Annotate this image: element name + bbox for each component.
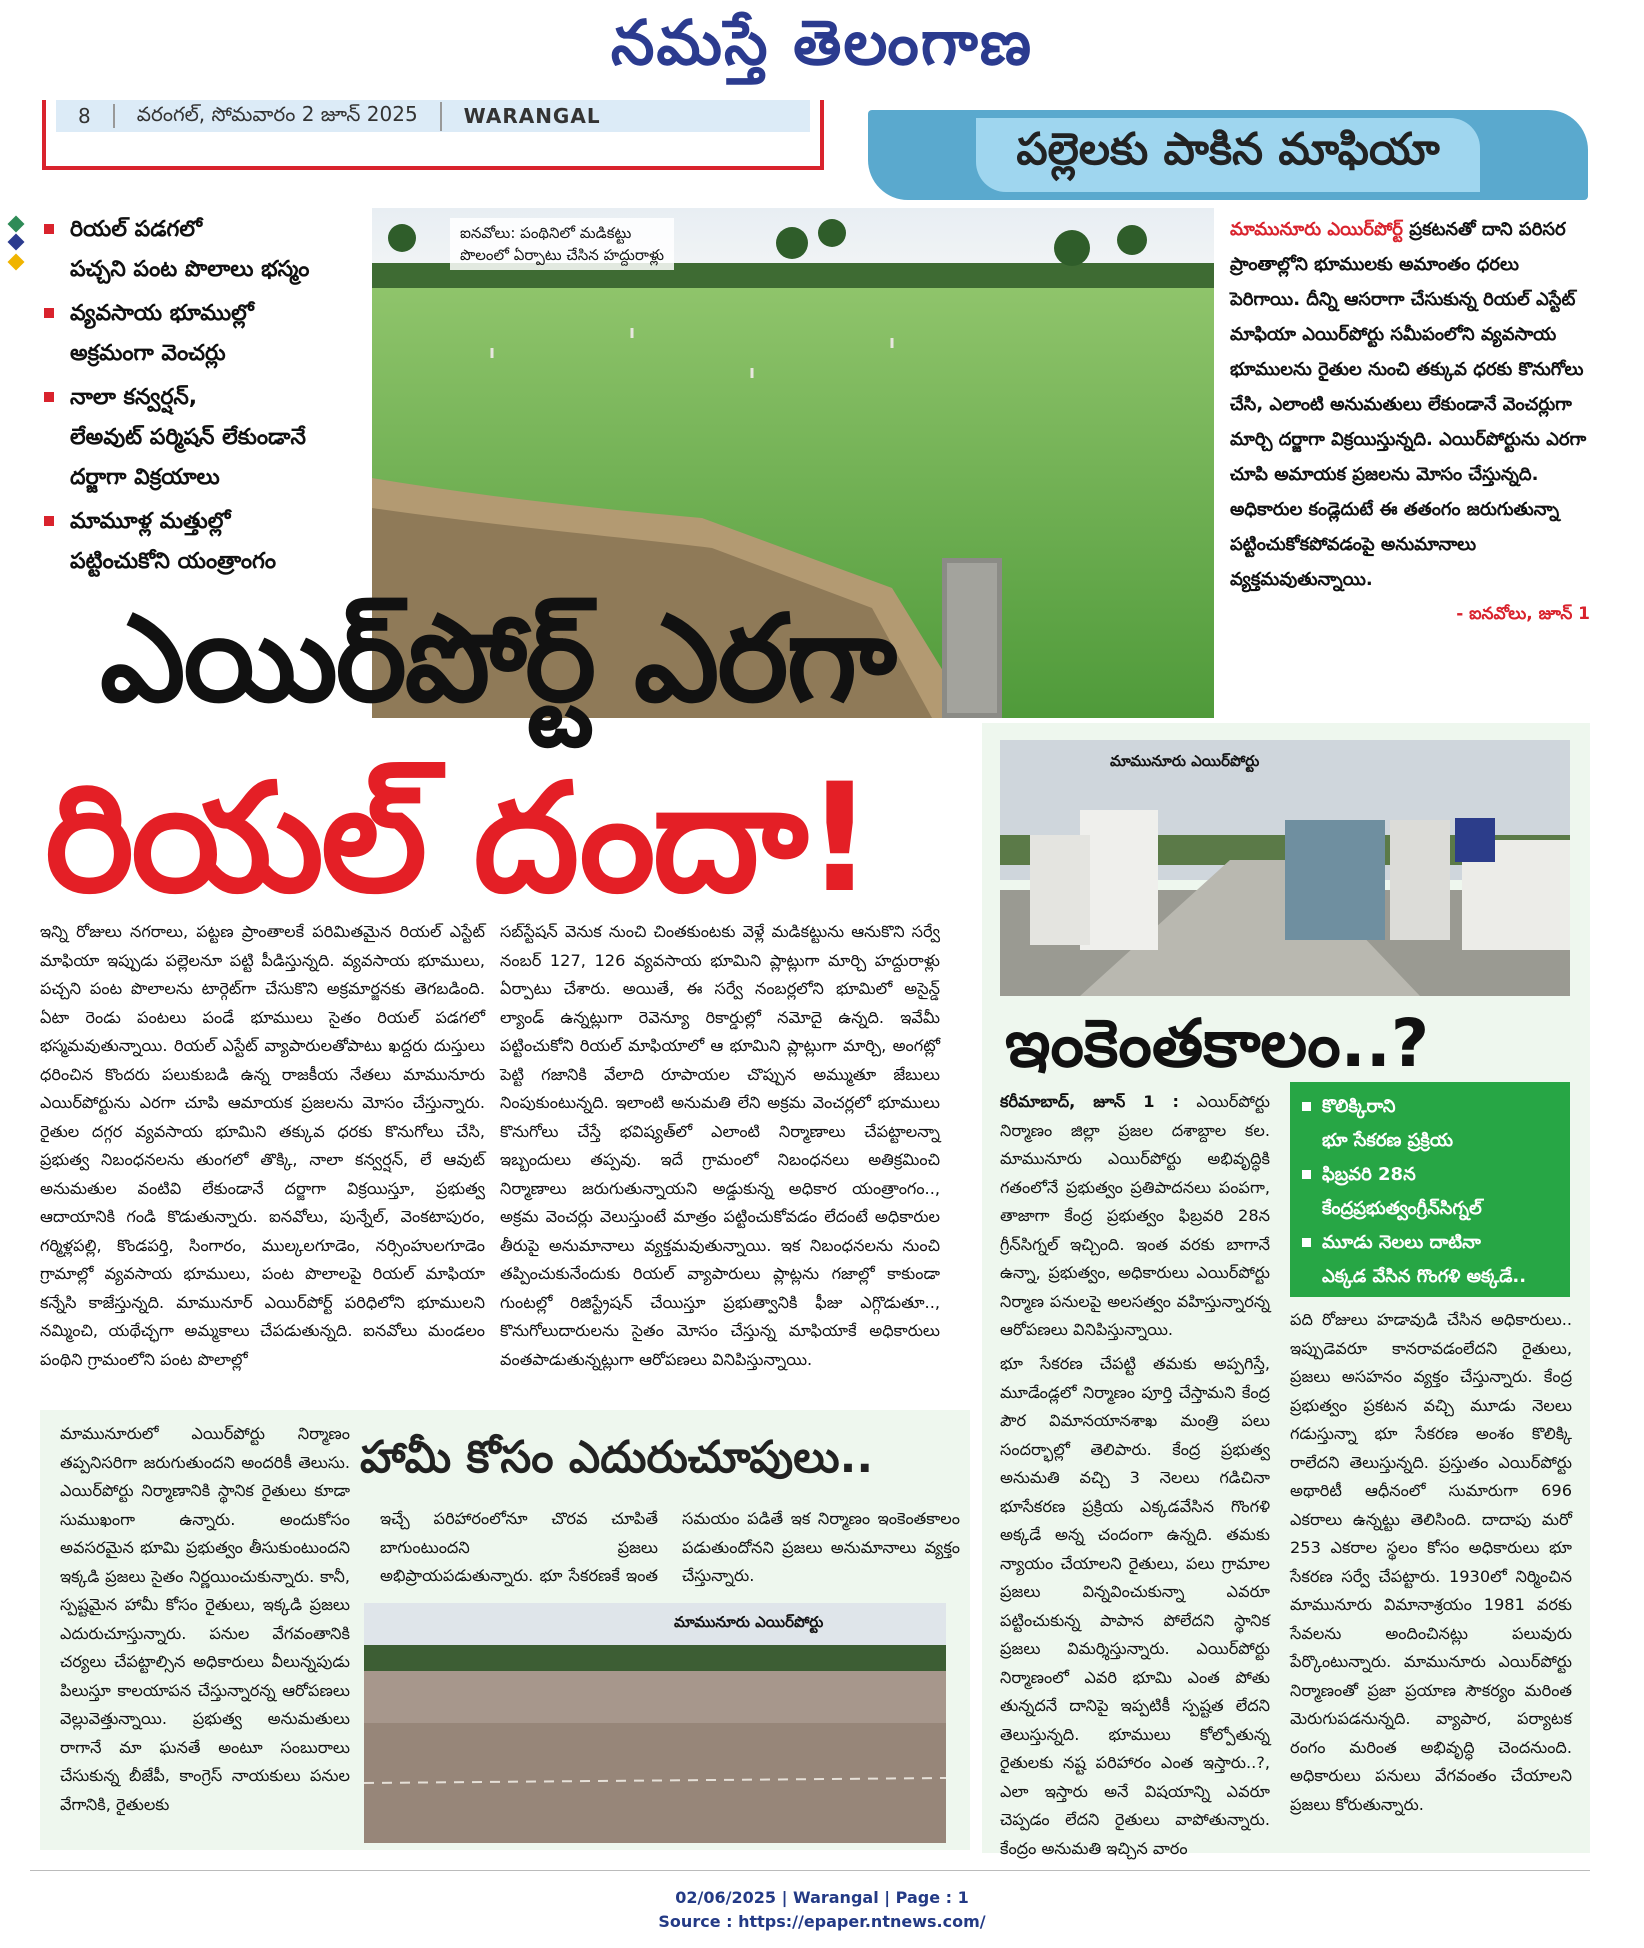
intro-dateline: - ఐనవోలు, జూన్ 1	[1456, 604, 1590, 624]
headline-top: ఎయిర్‌పోర్ట్ ఎరగా	[100, 590, 895, 729]
runway-image	[364, 1603, 946, 1843]
footer-rule	[30, 1870, 1590, 1871]
bullet-item: నాలా కన్వర్షన్, లేఅవుట్ పర్మిషన్ లేకుండానే దర్జాగా విక్రయాలు	[40, 378, 360, 498]
bullet-item: వ్యవసాయ భూముల్లో అక్రమంగా వెంచర్లు	[40, 294, 360, 374]
highlight-bullets	[40, 210, 360, 586]
airport-gate-image	[1000, 740, 1570, 996]
key-point: మూడు నెలలు దాటినా ఎక్కడ వేసిన గొంగళి అక్కడే..	[1300, 1226, 1560, 1294]
bottom-headline: హామీ కోసం ఎదురుచూపులు..	[360, 1432, 874, 1483]
article-column-2: సబ్‌స్టేషన్ వెనుక నుంచి చింతకుంటకు వెళ్లే మడికట్టును ఆనుకొని సర్వే నంబర్ 127, 126 వ్యవసాయ భూమిని ప్లాట్లుగా మార్చి హద్దురాళ్లు ఏర్పాటు చేశారు. అయితే, ఈ సర్వే నంబర్లలోని భూమిలో అసైన్డ్ ల్యాండ్ ఉన్నట్లుగా రెవెన్యూ రికార్డుల్లో నమోదై ఉన్నది. ఇవేమీ పట్టించుకోని రియల్ మాఫియాలో ఆ భూమిని ప్లాట్లుగా మార్చి, అంగట్లో పెట్టి గజానికి వేలాది రూపాయల చొప్పున అమ్ముతూ జేబులు నింపుకుంటున్నది. ఇలాంటి అనుమతి లేని అక్రమ వెంచర్లలో భూములు కొనుగోలు చేస్తే భవిష్యత్‌లో ఎలాంటి నిర్మాణాలు చేపట్టాలన్నా ఇబ్బందులు తప్పవు. ఇదే గ్రామంలో నిబంధనలు అతిక్రమించి నిర్మాణాలు జరుగుతున్నాయని అడ్డుకున్న అధికార యంత్రాంగం.., అక్రమ వెంచర్లు వెలుస్తుంటే మాత్రం పట్టించుకోవడం లేదంటే అధికారుల తీరుపై అనుమానాలు వ్యక్తమవుతున్నాయి. ఇక నిబంధనలను నుంచి తప్పించుకునేందుకు రియల్ వ్యాపారులు ప్లాట్లను గజాల్లో కాకుండా గుంటల్లో రిజిస్ట్రేషన్ చేయిస్తూ ప్రభుత్వానికి ఫీజు ఎగ్గొడుతూ.., కొనుగోలుదారులను సైతం మోసం చేస్తున్న మాఫియాకే అధికారులు వంతపాడుతున్నట్లుగా ఆరోపణలు వినిపిస్తున్నాయి.	[500, 922, 940, 1369]
key-point: ఫిబ్రవరి 28న కేంద్రప్రభుత్వంగ్రీన్‌సిగ్నల్	[1300, 1158, 1560, 1226]
airport-gate-photo	[1000, 740, 1570, 996]
masthead-title: నమస్తే తెలంగాణ	[610, 6, 1034, 79]
marker-green-icon	[8, 216, 25, 233]
intro-text: ప్రకటనతో దాని పరిసర ప్రాంతాల్లోని భూములకు అమాంతం ధరలు పెరిగాయి. దీన్ని ఆసరాగా చేసుకున్న రియల్ ఎస్టేట్ మాఫియా ఎయిర్‌పోర్టు సమీపంలోని వ్యవసాయ భూములను రైతుల నుంచి తక్కువ ధరకు కొనుగోలు చేసి, ఎలాంటి అనుమతులు లేకుండానే వెంచర్లుగా మార్చి దర్జాగా విక్రయిస్తున్నది. ఎయిర్‌పోర్టును ఎరగా చూపి అమాయక ప్రజలను మోసం చేస్తున్నది. అధికారుల కండ్లెదుటే ఈ తతంగం జరుగుతున్నా పట్టించుకోకపోవడంపై అనుమానాలు వ్యక్తమవుతున్నాయి.	[1230, 219, 1587, 590]
photo-caption: ఐనవోలు: పంథినిలో మడికట్టు పొలంలో ఏర్పాటు చేసిన హద్దురాళ్లు	[450, 218, 674, 270]
issue-date: వరంగల్, సోమవారం 2 జూన్ 2025	[115, 102, 442, 131]
headline-main: రియల్ దందా!	[45, 752, 871, 926]
side-column-1: కరీమాబాద్, జూన్ 1 : ఎయిర్‌పోర్టు నిర్మాణం జిల్లా ప్రజల దశాబ్దాల కల. మామునూరు ఎయిర్‌పోర్టు అభివృద్ధికి గతంలోనే ప్రభుత్వం ప్రతిపాదనలు పంపగా, తాజాగా కేంద్ర ప్రభుత్వం ఫిబ్రవరి 28న గ్రీన్‌సిగ్నల్ ఇచ్చింది. ఇంత వరకు బాగానే ఉన్నా, ప్రభుత్వం, అధికారులు ఎయిర్‌పోర్టు నిర్మాణ పనులపై అలసత్వం వహిస్తున్నారన్న ఆరోపణలు వినిపిస్తున్నాయి.	[1000, 1092, 1271, 1339]
edition-name: WARANGAL	[463, 104, 601, 128]
bottom-column-1: మామునూరులో ఎయిర్‌పోర్టు నిర్మాణం తప్పనిసరిగా జరుగుతుందని అందరికీ తెలుసు. ఎయిర్‌పోర్టు నిర్మాణానికి స్థానిక రైతులు కూడా సుముఖంగా ఉన్నారు. అందుకోసం అవసరమైన భూమి ప్రభుత్వం తీసుకుంటుందని ఇక్కడి ప్రజలు సైతం నిర్ణయించుకున్నారు. కానీ, స్పష్టమైన హామీ కోసం రైతులు, ఇక్కడి ప్రజలు ఎదురుచూస్తున్నారు. పనుల వేగవంతానికి చర్యలు చేపట్టాల్సిన అధికారులు వీలున్నపుడు పిలుస్తూ కాలయాపన చేస్తున్నారన్న ఆరోపణలు వెల్లువెత్తున్నాయి. ప్రభుత్వ అనుమతులు రాగానే మా ఘనతే అంటూ సంబురాలు చేసుకున్న బీజేపీ, కాంగ్రెస్ నాయకులు పనుల వేగానికి, రైతులకు	[60, 1424, 350, 1814]
section-banner	[868, 110, 1588, 200]
intro-paragraph	[1230, 212, 1590, 632]
date-bar	[42, 100, 824, 170]
side-column-1b: భూ సేకరణ చేపట్టి తమకు అప్పగిస్తే, మూడేండ్లలో నిర్మాణం పూర్తి చేస్తామని కేంద్ర పౌర విమానయానశాఖ మంత్రి పలు సందర్భాల్లో తెలిపారు. కేంద్ర ప్రభుత్వ అనుమతి వచ్చి 3 నెలలు గడిచినా భూసేకరణ ప్రక్రియ ఎక్కడవేసిన గొంగళి అక్కడే అన్న చందంగా ఉన్నది. తమకు న్యాయం చేయాలని రైతులు, పలు గ్రామాల ప్రజలు విన్నవించుకున్నా ఎవరూ పట్టించుకున్న పాపాన పోలేదని స్థానిక ప్రజలు విమర్శిస్తున్నారు. ఎయిర్‌పోర్టు నిర్మాణంలో ఎవరి భూమి ఎంత పోతు తున్నదనే దానిపై ఇప్పటికీ స్పష్టత లేదని తెలుస్తున్నది. భూములు కోల్పోతున్న రైతులకు నష్ట పరిహారం ఎంత ఇస్తారు..?, ఎలా ఇస్తారు అనే విషయాన్ని ఎవరూ చెప్పడం లేదని రైతులు వాపోతున్నారు. కేంద్రం అనుమతి ఇచ్చిన వారం	[1000, 1354, 1270, 1858]
article-column-1: ఇన్ని రోజులు నగరాలు, పట్టణ ప్రాంతాలకే పరిమితమైన రియల్ ఎస్టేట్ మాఫియా ఇప్పుడు పల్లెలనూ పట్టి పీడిస్తున్నది. వ్యవసాయ భూములు, పచ్చని పంట పొలాలను టార్గెట్‌గా చేసుకొని అక్రమార్జనకు తెగబడింది. ఏటా రెండు పంటలు పండే భూములు సైతం రియల్ పడగలో భస్మమవుతున్నాయి. రియల్ ఎస్టేట్ వ్యాపారులతోపాటు ఖద్దరు దుస్తులు ధరించిన కొందరు పలుకుబడి ఉన్న రాజకీయ నేతలు మామునూరు ఎయిర్‌పోర్టును ఎరగా చూపి ఆమాయక ప్రజలను మోసం చేస్తున్నారు. రైతుల దగ్గర వ్యవసాయ భూమిని తక్కువ ధరకు కొనుగోలు చేసి, ప్రభుత్వ నిబంధనలను తుంగలో తొక్కి, నాలా కన్వర్షన్, లే ఆవుట్ అనుమతుల వంటివి లేకుండానే దర్జాగా విక్రయిస్తూ, ప్రభుత్వ ఆదాయానికి గండి కొడుతున్నారు. ఐనవోలు, పున్నేల్, వెంకటాపురం, గర్మిళ్లపల్లి, కొండపర్తి, సింగారం, ముల్కలగూడెం, నర్సింహులగూడెం గ్రామాల్లో వ్యవసాయ భూములు, పంట పొలాలపై రియల్ మాఫియా కన్నేసి కాజేస్తున్నది. మామునూర్ ఎయిర్‌పోర్ట్ పరిధిలోని భూములని నమ్మించి, యథేచ్ఛగా అమ్మకాలు చేపడుతున్నది. ఐనవోలు మండలం పంథిని గ్రామంలోని పంట పొలాల్లో	[40, 922, 485, 1369]
bottom-column-2: ఇచ్చే పరిహారంలోనూ చొరవ చూపితే బాగుంటుందని ప్రజలు అభిప్రాయపడుతున్నారు. భూ సేకరణకే ఇంత సమయం పడితే ఇక నిర్మాణం ఇంకెంతకాలం పడుతుందోనని ప్రజలు అనుమానాలు వ్యక్తం చేస్తున్నారు.	[380, 1509, 960, 1585]
footer-source: Source : https://epaper.ntnews.com/	[658, 1912, 986, 1931]
side-dateline: కరీమాబాద్, జూన్ 1 :	[1000, 1092, 1179, 1111]
page-footer	[0, 1886, 1644, 1934]
page-number: 8	[56, 104, 115, 128]
key-point: కొలిక్కిరాని భూ సేకరణ ప్రక్రియ	[1300, 1090, 1560, 1158]
photo-caption: మామునూరు ఎయిర్‌పోర్టు	[1110, 752, 1260, 770]
key-points-box	[1290, 1082, 1570, 1297]
photo-caption: మామునూరు ఎయిర్‌పోర్టు	[674, 1613, 824, 1631]
runway-photo	[364, 1603, 946, 1843]
bullet-item: రియల్ పడగలో పచ్చని పంట పొలాలు భస్మం	[40, 210, 360, 290]
footer-date: 02/06/2025 | Warangal | Page : 1	[675, 1888, 969, 1907]
side-headline: ఇంకెంతకాలం..?	[1005, 1005, 1430, 1082]
marker-yellow-icon	[8, 254, 25, 271]
marker-blue-icon	[8, 234, 25, 251]
bullet-item: మామూళ్ల మత్తుల్లో పట్టించుకోని యంత్రాంగం	[40, 502, 360, 582]
intro-lead: మామునూరు ఎయిర్‌పోర్ట్	[1230, 219, 1403, 240]
side-column-2: పది రోజులు హడావుడి చేసిన అధికారులు.. ఇప్పుడెవరూ కానరావడంలేదని రైతులు, ప్రజలు అసహనం వ్యక్తం చేస్తున్నారు. కేంద్ర ప్రభుత్వం ప్రకటన వచ్చి మూడు నెలలు గడుస్తున్నా భూ సేకరణ అంశం కొలిక్కి రాలేదని తెలుస్తున్నది. ప్రస్తుతం ఎయిర్‌పోర్టు అథారిటీ ఆధీనంలో సుమారుగా 696 ఎకరాలు ఉన్నట్టు తెలిసింది. దాదాపు మరో 253 ఎకరాల స్థలం కోసం అధికారులు భూ సేకరణ సర్వే చేపట్టారు. 1930లో నిర్మించిన మామునూరు విమానాశ్రయం 1981 వరకు సేవలను అందించినట్లు పలువురు పేర్కొంటున్నారు. మామునూరు ఎయిర్‌పోర్టు నిర్మాణంతో ప్రజా ప్రయాణ సౌకర్యం మరింత మెరుగుపడనున్నది. వ్యాపార, పర్యాటక రంగం మరింత అభివృద్ధి చెందనుంది. అధికారులు పనులు వేగవంతం చేయాలని ప్రజలు కోరుతున్నారు.	[1290, 1310, 1572, 1814]
banner-text: పల్లెలకు పాకిన మాఫియా	[976, 118, 1479, 192]
